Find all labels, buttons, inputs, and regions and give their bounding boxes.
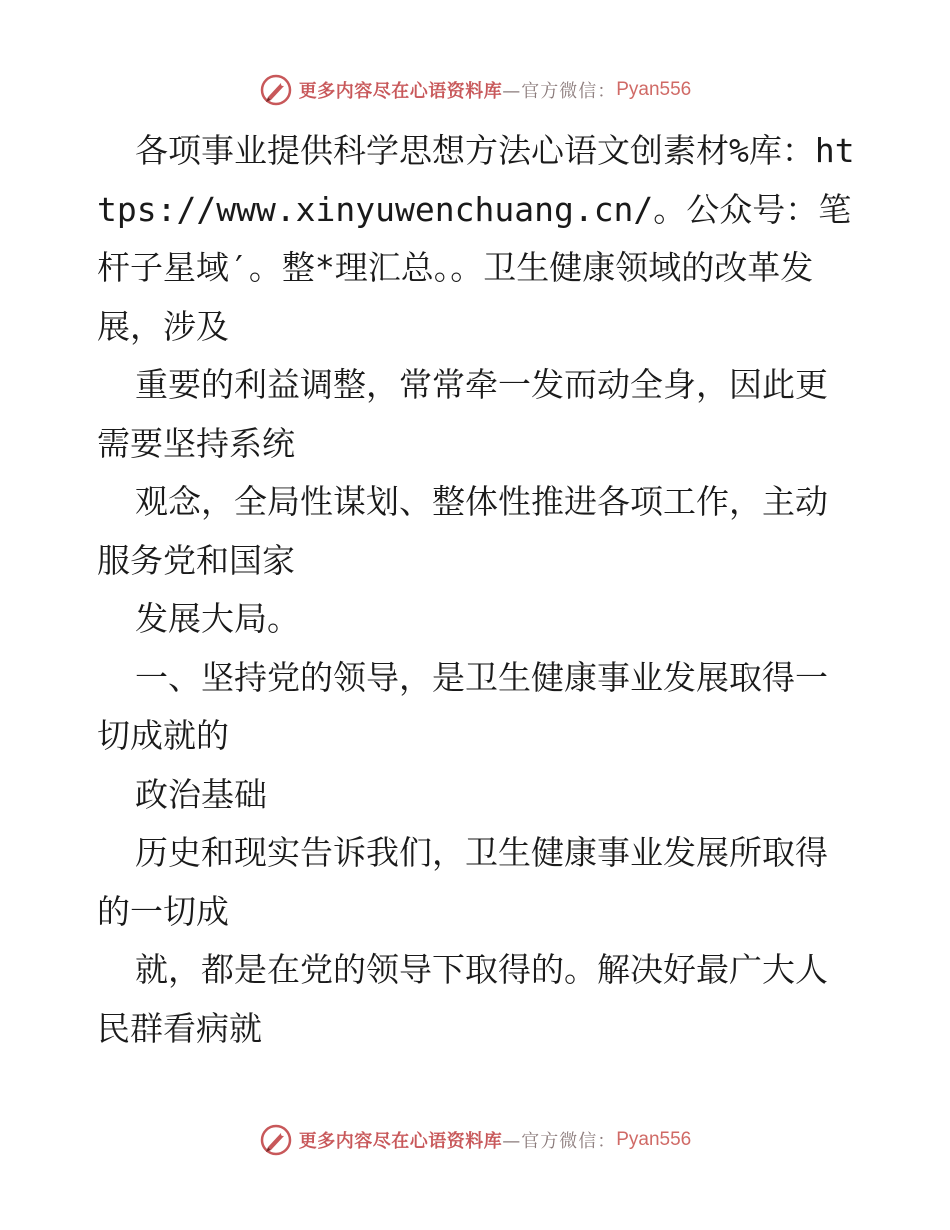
banner-separator-text: —官方微信：	[502, 81, 617, 102]
pen-logo-icon	[259, 1123, 293, 1157]
section-heading-paragraph: 一、坚持党的领导，是卫生健康事业发展取得一切成就的	[97, 657, 828, 755]
document-body	[97, 122, 857, 1058]
footer-banner[interactable]	[0, 1120, 950, 1160]
banner-main-text: 更多内容尽在心语资料库	[298, 81, 503, 102]
paragraph: 观念，全局性谋划、整体性推进各项工作，主动服务党和国家	[97, 482, 828, 580]
pen-logo-icon	[259, 73, 293, 107]
paragraph: 重要的利益调整，常常牵一发而动全身，因此更需要坚持系统	[97, 365, 828, 463]
banner-wechat-id: Pyan556	[616, 1129, 692, 1150]
header-banner[interactable]	[0, 70, 950, 110]
paragraph: 就，都是在党的领导下取得的。解决好最广大人民群看病就	[97, 950, 828, 1048]
banner-separator-text: —官方微信：	[502, 1131, 617, 1152]
banner-main-text: 更多内容尽在心语资料库	[298, 1131, 503, 1152]
paragraph: 历史和现实告诉我们，卫生健康事业发展所取得的一切成	[97, 833, 828, 931]
paragraph: 各项事业提供科学思想方法心语文创素材%库：https://www.xinyuwenchuang.cn/。公众号：笔杆子星域′。整*理汇总。。卫生健康领域的改革发展，涉及	[97, 131, 855, 346]
paragraph: 发展大局。	[135, 599, 300, 638]
section-heading-paragraph: 政治基础	[135, 774, 267, 814]
banner-wechat-id: Pyan556	[616, 79, 692, 100]
